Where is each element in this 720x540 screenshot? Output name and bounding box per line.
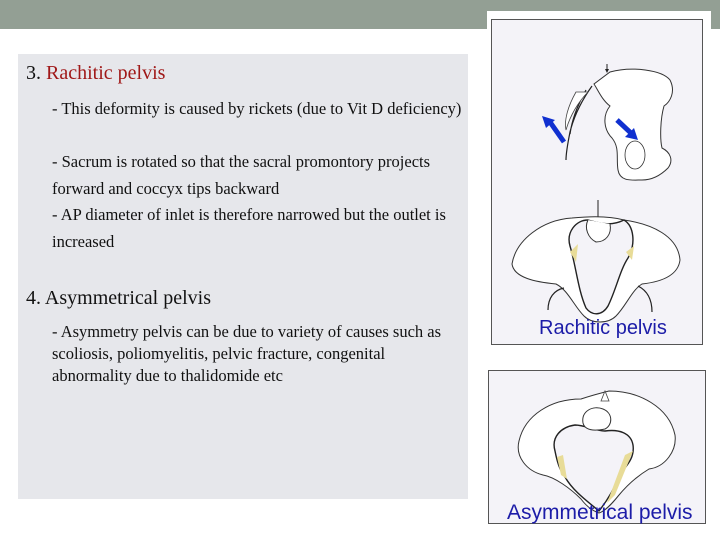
rachitic-pelvis-image [491, 19, 703, 345]
pelvis-diagram-icon [492, 20, 703, 345]
section-3-title: Rachitic pelvis [46, 62, 166, 84]
section-4-heading [26, 287, 211, 310]
section-3-number: 3. [26, 62, 41, 84]
section-3-bullet-2: - Sacrum is rotated so that the sacral promontory projects forward and coccyx tips backward [52, 152, 431, 198]
section-4-bullet-1: - Asymmetry pelvis can be due to variety of causes such as scoliosis, poliomyelitis, pelvic fracture, congenital abnormality due to thalidomide etc [52, 322, 442, 385]
asymmetrical-pelvis-figure [486, 368, 708, 528]
section-4-number: 4. [26, 287, 41, 309]
section-3-heading [26, 62, 165, 85]
section-3-bullet-1: - This deformity is caused by rickets (due to Vit D deficiency) [52, 99, 462, 118]
rachitic-pelvis-figure [487, 11, 711, 349]
rachitic-pelvis-caption: Rachitic pelvis [539, 317, 667, 339]
section-4-title: Asymmetrical pelvis [44, 287, 211, 309]
section-3-bullet-3: - AP diameter of inlet is therefore narrowed but the outlet is increased [52, 205, 446, 251]
asymmetrical-pelvis-caption: Asymmetrical pelvis [507, 501, 693, 524]
